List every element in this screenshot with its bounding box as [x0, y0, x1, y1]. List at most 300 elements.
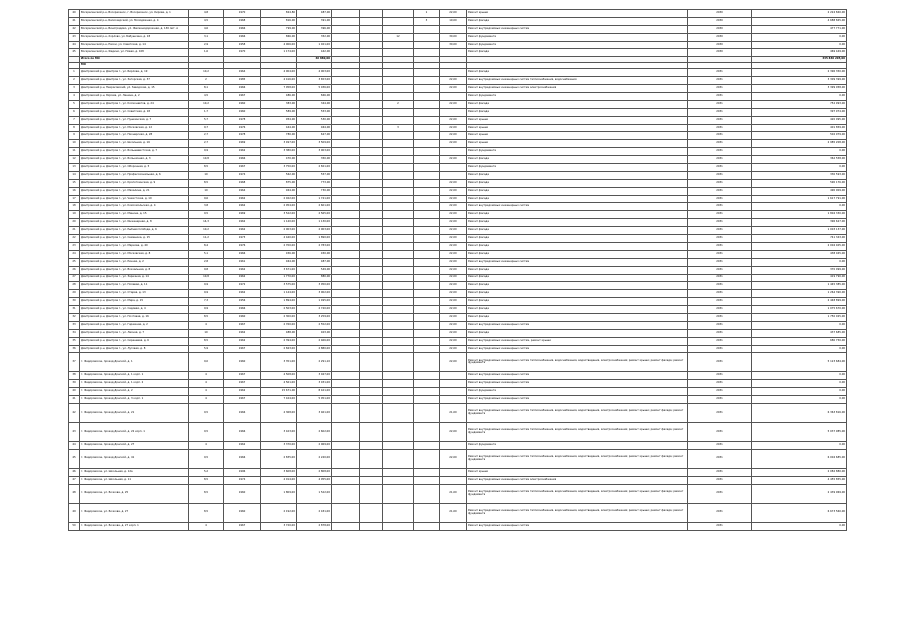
cell-c4 [360, 187, 383, 195]
cell-c3 [332, 10, 360, 18]
cell-addr: г. Федоровское, проезд Донской, д. 2 [80, 388, 189, 396]
table-row [69, 93, 847, 101]
cell-n: 23 [69, 242, 80, 250]
cell-work: Ремонт фасада [467, 274, 688, 282]
cell-cost: 0,00 [752, 203, 847, 211]
cell-cyear: 2031 [688, 85, 752, 93]
cell-c7: 21,00 [440, 503, 467, 522]
cell-n: 22 [69, 235, 80, 243]
cell-addr: Дмитровский р-н, Дмитров г., ул. Минина, д. 15 [80, 211, 189, 219]
cell-addr: г. Федоровское, проезд Донской, д. 1 корп. 2 [80, 380, 189, 388]
cell-c5 [383, 441, 414, 449]
cell-area: 4 [189, 372, 224, 380]
cell-cyear: 2031 [688, 441, 752, 449]
cell-cyear: 2030 [688, 41, 752, 49]
table-row [69, 219, 847, 227]
cell-n: 24 [69, 250, 80, 258]
cell-c5 [383, 219, 414, 227]
cell-n: 41 [69, 17, 80, 25]
cell-area: 9,5 [189, 211, 224, 219]
cell-area: 9,5 [189, 422, 224, 441]
table-row [69, 258, 847, 266]
cell-c1: 1 174,00 [261, 49, 297, 57]
cell-c7: 22,00 [440, 195, 467, 203]
cell-c5: 12 [383, 33, 414, 41]
cell-c7: 22,00 [440, 422, 467, 441]
cell-c3 [332, 313, 360, 321]
cell-c7 [440, 49, 467, 57]
cell-area: 1,6 [189, 49, 224, 57]
cell-c5 [383, 227, 414, 235]
table-row [69, 396, 847, 404]
cell-n: 48 [69, 484, 80, 503]
cell-c2: 344,00 [297, 100, 332, 108]
cell-cost: 3 309 399,00 [752, 77, 847, 85]
cell-c6 [414, 156, 440, 164]
cell-addr: Дмитровский р-н, Дмитров г., ул. Речная, д. 2 [80, 258, 189, 266]
cell-year: 1967 [224, 93, 261, 101]
cell-c5 [383, 17, 414, 25]
cell-c2: 1 741,00 [297, 195, 332, 203]
cell-cost: 502 979,00 [752, 132, 847, 140]
cell-c7 [440, 93, 467, 101]
cell-cost: 477 771,00 [752, 25, 847, 33]
cell-c2: 4 003,00 [297, 69, 332, 77]
cell-c2: 627,00 [297, 132, 332, 140]
cell-year: 1962 [224, 219, 261, 227]
cell-c1: 2 843,00 [261, 345, 297, 353]
cell-addr: г. Федоровское, проезд Донской, д. 1 корп. 1 [80, 372, 189, 380]
cell-n: 35 [69, 337, 80, 345]
cell-year: 1966 [224, 85, 261, 93]
cell-area: 5,2 [189, 468, 224, 476]
cell-c6 [414, 329, 440, 337]
cell-c3 [332, 148, 360, 156]
cell-c3 [332, 25, 360, 33]
cell-year: 1967 [224, 321, 261, 329]
cell-c7: 22,00 [440, 132, 467, 140]
cell-year: 1962 [224, 388, 261, 396]
cell-c7: 22,00 [440, 313, 467, 321]
cell-c1: 562,00 [261, 171, 297, 179]
cell-n: 39 [69, 380, 80, 388]
cell-addr: Дмитровский р-н, Дмитров г., ул. Оборонная, д. 5 [80, 164, 189, 172]
cell-c1: 1 140,00 [261, 219, 297, 227]
cell-c7 [440, 69, 467, 77]
cell-c7: 22,00 [440, 100, 467, 108]
cell-cyear: 2031 [688, 345, 752, 353]
cell-c3 [332, 484, 360, 503]
cell-year: 1966 [224, 156, 261, 164]
cell-work: Ремонт внутридомовых инженерных систем [467, 345, 688, 353]
cell-c2: 3 002,00 [297, 290, 332, 298]
table-row [69, 250, 847, 258]
cell-c4 [360, 396, 383, 404]
cell-c1: 7 164,00 [261, 396, 297, 404]
cell-n: 30 [69, 298, 80, 306]
cell-c3 [332, 116, 360, 124]
cell-cost: 680 750,00 [752, 337, 847, 345]
cell-c7 [440, 148, 467, 156]
cell-addr: Дмитровский р-н, Дмитров г., ул. Большевистская, д. 7 [80, 148, 189, 156]
cell-addr: Дмитровский р-н, Дмитров г., ул. Чекистская, д. 10 [80, 195, 189, 203]
cell-n: 17 [69, 195, 80, 203]
cell-work: Ремонт фасада [467, 179, 688, 187]
cell-cyear: 2031 [688, 132, 752, 140]
cell-work: Ремонт внутридомовых инженерных систем, ремонт крыши [467, 337, 688, 345]
cell-c2: 450,00 [297, 250, 332, 258]
cell-cost: 1 003 137,00 [752, 227, 847, 235]
cell-c2: 4 055,00 [297, 476, 332, 484]
cell-c4 [360, 171, 383, 179]
cell-c7 [440, 171, 467, 179]
cell-c2: 3 031,00 [297, 380, 332, 388]
cell-c5 [383, 449, 414, 468]
cell-c5 [383, 242, 414, 250]
cell-addr: г. Федоровское, проезд Донской, д. 3 корп. 1 [80, 396, 189, 404]
cell-area: 5,9 [189, 345, 224, 353]
cell-c2: 3 259,00 [297, 313, 332, 321]
cell-c3 [332, 329, 360, 337]
cell-c5 [383, 380, 414, 388]
cell-n: 40 [69, 10, 80, 18]
cell-cyear: 2031 [688, 100, 752, 108]
cell-c4 [360, 329, 383, 337]
cell-n: 34 [69, 329, 80, 337]
cell-c4 [360, 235, 383, 243]
cell-n: 29 [69, 290, 80, 298]
cell-n: 36 [69, 345, 80, 353]
table-row [69, 49, 847, 57]
cell-c1: 2 835,00 [261, 449, 297, 468]
cell-c3 [332, 124, 360, 132]
cell-year: 1968 [224, 179, 261, 187]
cell-n: 13 [69, 164, 80, 172]
cell-year: 1961 [224, 258, 261, 266]
cell-c2: 2 602,00 [297, 422, 332, 441]
cell-c3 [332, 171, 360, 179]
table-row [69, 124, 847, 132]
cell-n: 10 [69, 140, 80, 148]
cell-c7: 22,00 [440, 353, 467, 372]
cell-addr: Воскресенский р-н, Виноградово, ул. Железнодорожная, д. 130 лит. А [80, 25, 189, 33]
cell-c6 [414, 108, 440, 116]
cell-c1: 1 894,00 [261, 298, 297, 306]
cell-addr: Дмитровский р-н, Дмитров г., ул. Школьная, д. 16 [80, 140, 189, 148]
cell-c2: 730,00 [297, 187, 332, 195]
table-row [69, 108, 847, 116]
cell-c6 [414, 140, 440, 148]
table-row [69, 321, 847, 329]
cell-c6 [414, 164, 440, 172]
cell-c1: 3 720,00 [261, 522, 297, 530]
cell-c3 [332, 100, 360, 108]
cell-c5 [383, 274, 414, 282]
cell-c6 [414, 449, 440, 468]
cell-c1: 866,00 [261, 33, 297, 41]
cell-c5 [383, 10, 414, 18]
cell-c1: 4 508,00 [261, 372, 297, 380]
cell-c5 [383, 484, 414, 503]
cell-c1: 589,00 [261, 108, 297, 116]
cell-c5 [383, 282, 414, 290]
cell-c2: 2 601,00 [297, 203, 332, 211]
cell-addr: Воскресенский р-н, Федино, ул. Новая, д. 108 [80, 49, 189, 57]
cell-area: 2,7 [189, 140, 224, 148]
data-table [68, 9, 847, 531]
cell-year: 1973 [224, 235, 261, 243]
cell-area: 14,3 [189, 219, 224, 227]
cell-cost: 1 075 670,00 [752, 306, 847, 314]
cell-c3 [332, 290, 360, 298]
cell-c1: 2 192,00 [261, 503, 297, 522]
table-row [69, 132, 847, 140]
cell-c3 [332, 235, 360, 243]
cell-c6 [414, 345, 440, 353]
table-row [69, 484, 847, 503]
cell-c3 [332, 258, 360, 266]
cell-year: 1978 [224, 132, 261, 140]
table-row [69, 227, 847, 235]
cell-addr: г. Федоровское, ул. Бочкова, д. 27 [80, 503, 189, 522]
cell-n: 9 [69, 132, 80, 140]
cell-area: 3,8 [189, 203, 224, 211]
cell-c2: 350,00 [297, 156, 332, 164]
cell-c6 [414, 25, 440, 33]
cell-c5 [383, 49, 414, 57]
cell-addr: Дмитровский р-н, Дмитров г., ул. Рыбная Слобода, д. 6 [80, 227, 189, 235]
cell-c7: 22,00 [440, 266, 467, 274]
cell-c3 [332, 41, 360, 49]
cell-work: Ремонт внутридомовых инженерных систем [467, 380, 688, 388]
cell-c4 [360, 179, 383, 187]
cell-year: 1962 [224, 227, 261, 235]
cell-cyear: 2031 [688, 156, 752, 164]
cell-cost: 590 176,00 [752, 179, 847, 187]
cell-c6 [414, 195, 440, 203]
cell-cost: 370 099,00 [752, 266, 847, 274]
cell-year: 1960 [224, 484, 261, 503]
cell-cyear: 2031 [688, 124, 752, 132]
cell-area: 10 [189, 187, 224, 195]
table-row [69, 503, 847, 522]
cell-c1: 4 006,00 [261, 41, 297, 49]
cell-addr: Дмитровский р-н, Дмитров г., ул. Почтовая, д. 16 [80, 313, 189, 321]
cell-year: 1969 [224, 140, 261, 148]
cell-work: Ремонт фундамента [467, 388, 688, 396]
cell-c3 [332, 203, 360, 211]
cell-c1: 799,00 [261, 25, 297, 33]
cell-c5 [383, 41, 414, 49]
cell-year: 1968 [224, 17, 261, 25]
cell-c2: 2 880,00 [297, 345, 332, 353]
cell-c2: 2 552,00 [297, 321, 332, 329]
cell-c3 [332, 33, 360, 41]
cell-cost: 6 673 560,00 [752, 503, 847, 522]
cell-c6 [414, 441, 440, 449]
cell-cyear: 2031 [688, 148, 752, 156]
cell-addr: г. Федоровское, ул. Бочкова, д. 27 корп. 1 [80, 522, 189, 530]
cell-c1: 488,00 [261, 329, 297, 337]
cell-cost: 0,00 [752, 93, 847, 101]
cell-c7 [440, 396, 467, 404]
cell-area: 8,5 [189, 484, 224, 503]
cell-work: Ремонт внутридомовых инженерных систем [467, 522, 688, 530]
cell-c6 [414, 484, 440, 503]
cell-c7 [440, 468, 467, 476]
cell-addr: Дмитровский р-н, Дмитров г., ул. Садовая, д. 4 [80, 306, 189, 314]
cell-c4 [360, 306, 383, 314]
cell-work: Ремонт фундамента [467, 164, 688, 172]
cell-area: 9,5 [189, 403, 224, 422]
cell-c5 [383, 148, 414, 156]
cell-c4 [360, 195, 383, 203]
cell-area: 4 [189, 380, 224, 388]
table-row [69, 100, 847, 108]
cell-work: Ремонт внутридомовых инженерных систем теплоснабжения, водоснабжения, водоотведения, электроснабжения; ремонт крыши; ремонт фасада; ремонт фундамента [467, 503, 688, 522]
cell-addr: МО [80, 63, 189, 69]
cell-n: 26 [69, 266, 80, 274]
register-table [68, 9, 846, 531]
cell-addr: Дмитровский р-н, Дмитров г., ул. Кропоткинская, д. 9 [80, 179, 189, 187]
cell-cost: 1 804 330,00 [752, 211, 847, 219]
cell-c2: 3 047,00 [297, 372, 332, 380]
cell-c7: 22,00 [440, 321, 467, 329]
cell-addr: Дмитровский р-н, Дмитров г., ул. Пушкинская, д. 7 [80, 116, 189, 124]
cell-c5 [383, 187, 414, 195]
cell-c7 [440, 380, 467, 388]
cell-c2: 2 565,00 [297, 211, 332, 219]
cell-c7: 22,00 [440, 187, 467, 195]
cell-c7: 22,00 [440, 250, 467, 258]
cell-c2: 442,00 [297, 49, 332, 57]
cell-c5 [383, 476, 414, 484]
cell-c3 [332, 422, 360, 441]
cell-addr: Дмитровский р-н, Дмитров г., ул. Сиреневая, д. 6 [80, 337, 189, 345]
cell-c5 [383, 353, 414, 372]
table-row [69, 179, 847, 187]
cell-year: 1974 [224, 476, 261, 484]
cell-cyear: 2031 [688, 503, 752, 522]
cell-c5 [383, 298, 414, 306]
cell-c7: 21,00 [440, 403, 467, 422]
cell-n: 43 [69, 422, 80, 441]
cell-c3 [332, 476, 360, 484]
cell-c5 [383, 422, 414, 441]
cell-c4 [360, 476, 383, 484]
table-row [69, 69, 847, 77]
cell-c3 [332, 93, 360, 101]
cell-addr: Дмитровский р-н, Яхрома, ул. Ленина, д. 2 [80, 93, 189, 101]
cell-year: 1966 [224, 33, 261, 41]
cell-c4 [360, 85, 383, 93]
cell-cost: 3 399 058,00 [752, 85, 847, 93]
cell-cost: 437 685,00 [752, 329, 847, 337]
cell-c1: 2 003,00 [261, 227, 297, 235]
cell-cyear: 2031 [688, 187, 752, 195]
cell-cost: 420 095,00 [752, 116, 847, 124]
cell-c6 [414, 69, 440, 77]
cell-c4 [360, 49, 383, 57]
cell-c6 [414, 100, 440, 108]
cell-work: Ремонт внутридомовых инженерных систем теплоснабжения, водоснабжения, водоотведения, электроснабжения; ремонт крыши; ремонт фасада; ремонт фундамента [467, 353, 688, 372]
cell-c5 [383, 345, 414, 353]
cell-n: 20 [69, 219, 80, 227]
cell-c3 [332, 219, 360, 227]
cell-area: 10,8 [189, 156, 224, 164]
cell-c5 [383, 403, 414, 422]
table-row [69, 282, 847, 290]
cell-c5 [383, 337, 414, 345]
cell-c5: 2 [383, 100, 414, 108]
cell-cyear: 2031 [688, 476, 752, 484]
cell-c3 [332, 449, 360, 468]
cell-cyear: 2031 [688, 396, 752, 404]
cell-work: Ремонт крыши [467, 132, 688, 140]
cell-c2: 2 069,00 [297, 441, 332, 449]
cell-c2: 3 461,00 [297, 403, 332, 422]
cell-area: 8,4 [189, 242, 224, 250]
cell-c1: 4 440,00 [261, 235, 297, 243]
cell-work: Ремонт фасада [467, 298, 688, 306]
cell-c5 [383, 329, 414, 337]
cell-c1: 2 700,00 [261, 242, 297, 250]
cell-c6: 3 [414, 17, 440, 25]
cell-year: 1972 [224, 282, 261, 290]
cell-work: Ремонт фасада [467, 290, 688, 298]
cell-n: 38 [69, 372, 80, 380]
cell-c4 [360, 41, 383, 49]
cell-cost: 0,00 [752, 522, 847, 530]
cell-c4 [360, 140, 383, 148]
cell-c1: 875,00 [261, 179, 297, 187]
cell-cost: 5 037 985,00 [752, 422, 847, 441]
cell-n: 7 [69, 116, 80, 124]
cell-c6 [414, 298, 440, 306]
cell-c7: 22,00 [440, 242, 467, 250]
cell-c5 [383, 372, 414, 380]
cell-year: 1960 [224, 100, 261, 108]
cell-c4 [360, 353, 383, 372]
cell-n: 46 [69, 468, 80, 476]
cell-c5 [383, 522, 414, 530]
cell-cyear: 2031 [688, 380, 752, 388]
cell-cost: 2 448 899,00 [752, 298, 847, 306]
cell-c3 [332, 179, 360, 187]
cell-cyear: 2030 [688, 10, 752, 18]
table-row [69, 116, 847, 124]
cell-work: Ремонт крыши [467, 116, 688, 124]
cell-addr: Дмитровский р-н, Дмитров г., ул. Больничная, д. 3 [80, 156, 189, 164]
cell-c2: 487,00 [297, 10, 332, 18]
cell-area: 8,5 [189, 179, 224, 187]
table-row [69, 380, 847, 388]
cell-cost: 0,00 [752, 258, 847, 266]
cell-c4 [360, 258, 383, 266]
table-row [69, 441, 847, 449]
cell-area: 8,5 [189, 164, 224, 172]
cell-n: 49 [69, 503, 80, 522]
cell-c5 [383, 258, 414, 266]
cell-c1: 2 760,00 [261, 321, 297, 329]
table-row [69, 388, 847, 396]
cell-c7: 22,00 [440, 274, 467, 282]
cell-work: Ремонт фасада [467, 100, 688, 108]
cell-c3 [332, 388, 360, 396]
cell-c7 [440, 388, 467, 396]
cell-c7: 22,00 [440, 156, 467, 164]
cell-c6 [414, 171, 440, 179]
